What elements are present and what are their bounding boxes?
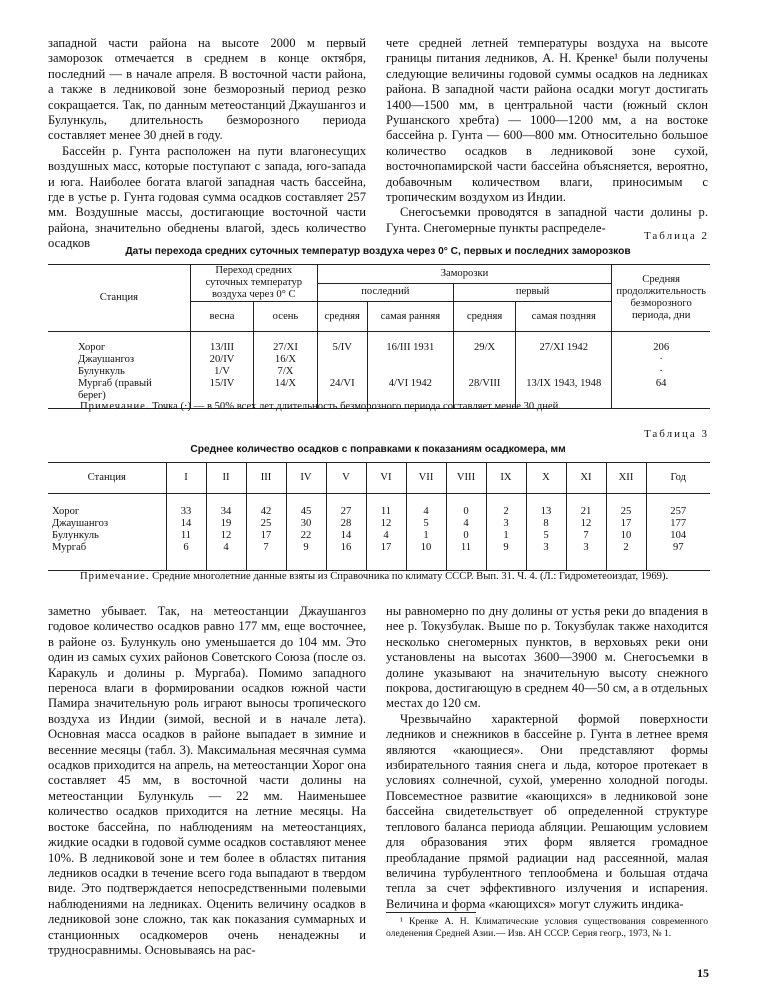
cell: 4/VI 1942	[388, 378, 432, 389]
footnote-rule	[386, 912, 476, 913]
header-spring: весна	[190, 302, 253, 332]
cell: 14	[166, 518, 206, 530]
cell: 7/X	[277, 366, 294, 377]
cell: 27/XI 1942	[539, 342, 589, 353]
station-name: Хорог	[52, 505, 80, 517]
cell: 16/X	[274, 354, 297, 365]
station-name: Джаушангоз	[52, 517, 109, 529]
cell: 0	[446, 530, 486, 542]
paragraph: заметно убывает. Так, на метеостанции Джаушангоз годовое количество осадков равно 177 мм, еще восточнее, в районе оз. Булункуль оно уменьшается до 104 мм. Это один из самых сухих районов Советского Союза (после оз. Каракуль и долины р. Мургаба). Помимо западного переноса влаги в формировании осадков южной части Памира значительную роль играют выносы тропического воздуха из Индии (зимой, весной и в начале лета). Основная масса осадков в районе выпадает в зимние и весенние месяцы (табл. 3). Максимальная месячная сумма осадков приходится на апрель, на метеостанции Хорог она составляет 45 мм, в восточной части долины на метеостанции Булункуль — 22 мм. Наименьшее количество осадков приходится на летние месяцы. На востоке бассейна, по наблюдениям на метеостанциях, жидкие осадки в годовой сумме осадков составляют менее 10%. В ледниковой зоне и тем более в областях питания ледников осадки в течение всего года выпадают в твердом виде. Это подтверждается непосредственными полевыми наблюдениями на ледниках. Оценить величину осадков в ледниковой зоне сложно, так как показания суммарных и станционных осадкомеров очень ненадежны и трудносравнимы. Основываясь на рас-	[48, 604, 366, 957]
station-name: Булункуль	[78, 366, 125, 377]
cell: 16	[326, 542, 366, 571]
left-column-top	[48, 36, 366, 252]
col-header-month: VI	[366, 463, 406, 493]
col-header-month: XI	[566, 463, 606, 493]
cell: 7	[566, 530, 606, 542]
table-row	[48, 542, 710, 571]
cell: 2	[606, 542, 646, 571]
cell: 206	[653, 342, 670, 353]
cell: 13	[526, 493, 566, 518]
cell: 17	[606, 518, 646, 530]
cell: ·	[659, 366, 663, 377]
cell: 4	[366, 530, 406, 542]
col-header-month: V	[326, 463, 366, 493]
cell: 30	[286, 518, 326, 530]
paragraph: Чрезвычайно характерной формой поверхности ледников и снежников в бассейне р. Гунта в летнее время являются «кающиеся». Они представляют формы избирательного таяния снега и льда, которое протекает в условиях солнечной, сухой, умеренно холодной погоды. Повсеместное развитие «кающихся» в ледниковой зоне бассейна свидетельствует об определенной структуре теплового баланса периода абляции. Решающим условием для образования этих форм является громадное преобладание прямой радиации над рассеянной, малая величина турбулентного теплообмена и большая отдача тепла за счет эффективного излучения и испарения. Величина и форма «кающихся» могут служить индика-	[386, 711, 708, 911]
cell: 13/III	[209, 342, 235, 353]
header-duration: Средняя продолжительность безморозного периода, дни	[612, 265, 710, 332]
col-header-station: Станция	[48, 463, 166, 493]
cell: 5	[526, 530, 566, 542]
cell: 10	[606, 530, 646, 542]
table2-first-average-cells	[453, 332, 515, 409]
cell: 11	[446, 542, 486, 571]
cell: 29/X	[473, 342, 496, 353]
table-row	[48, 530, 710, 542]
cell: 9	[486, 542, 526, 571]
cell: 64	[655, 378, 667, 389]
cell: 28/VIII	[468, 378, 501, 389]
cell: 20/IV	[209, 354, 235, 365]
header-last-frost: последний	[317, 283, 453, 301]
col-header-year: Год	[646, 463, 710, 493]
cell: 104	[646, 530, 710, 542]
cell: 13/IX 1943, 1948	[526, 378, 602, 389]
table3-label: Таблица 3	[643, 428, 709, 440]
page-number: 15	[697, 966, 709, 980]
cell: 3	[566, 542, 606, 571]
cell: 45	[286, 493, 326, 518]
cell: 97	[646, 542, 710, 571]
col-header-month: VIII	[446, 463, 486, 493]
cell: 19	[206, 518, 246, 530]
cell: 12	[566, 518, 606, 530]
table-row	[48, 493, 710, 518]
cell: 22	[286, 530, 326, 542]
cell: 1	[406, 530, 446, 542]
table2-stations	[48, 332, 190, 409]
col-header-month: III	[246, 463, 286, 493]
paragraph: Бассейн р. Гунта расположен на пути влагонесущих воздушных масс, которые поступают с запада, юго-запада и юга. Наиболее богата влагой западная часть бассейна, где в устье р. Гунта годовая сумма осадков составляет 257 мм. Воздушные массы, достигающие восточной части района, значительно обеднены влагой, здесь количество осадков	[48, 143, 366, 251]
table3	[48, 463, 710, 571]
note-text: Средние многолетние данные взяты из Справочника по климату СССР. Вып. 31. Ч. 4. (Л.: Гидрометеоиздат, 1969).	[152, 571, 669, 582]
cell: 2	[486, 493, 526, 518]
cell: 42	[246, 493, 286, 518]
table2-label: Таблица 2	[643, 230, 709, 242]
cell: 15/IV	[209, 378, 235, 389]
table-row	[48, 518, 710, 530]
header-autumn: осень	[254, 302, 318, 332]
station-name: Булункуль	[52, 529, 99, 541]
col-header-month: IX	[486, 463, 526, 493]
cell: 21	[566, 493, 606, 518]
cell: 14/X	[274, 378, 297, 389]
cell: 17	[366, 542, 406, 571]
header-station: Станция	[48, 265, 190, 332]
paragraph: ны равномерно по дну долины от устья реки до впадения в нее р. Токузбулак. Выше по р. Токузбулак также находится несколько снегомерных пунктов, в верховьях реки они установлены на высотах 3600—3900 м. Снегосъемки в долине указывают на значительную высоту снежного покрова, достигающую в среднем 40—50 см, а в отдельных местах до 120 см.	[386, 604, 708, 711]
note-label: Примечание.	[80, 571, 150, 582]
cell: 0	[446, 493, 486, 518]
table2-earliest-cells	[367, 332, 453, 409]
station-name: Мургаб (правый берег)	[78, 378, 152, 401]
cell: 24/VI	[329, 378, 355, 389]
cell: 14	[326, 530, 366, 542]
cell: 25	[606, 493, 646, 518]
table2	[48, 265, 710, 409]
header-first-average: средняя	[453, 302, 515, 332]
table2-spring-cells	[190, 332, 253, 409]
header-last-average: средняя	[317, 302, 367, 332]
cell: 177	[646, 518, 710, 530]
table3-title: Среднее количество осадков с поправками к показаниям осадкомера, мм	[190, 444, 566, 455]
note-label: Примечание.	[80, 401, 150, 412]
cell: 5/IV	[332, 342, 352, 353]
left-column-bottom	[48, 604, 366, 958]
col-header-month: VII	[406, 463, 446, 493]
cell: 4	[446, 518, 486, 530]
cell: 17	[246, 530, 286, 542]
cell: 11	[166, 530, 206, 542]
cell: 5	[406, 518, 446, 530]
table2-duration-cells	[612, 332, 710, 409]
table2-autumn-cells	[254, 332, 318, 409]
cell: 4	[206, 542, 246, 571]
note-text: Точка (·) — в 50% всех лет длительность безморозного периода составляет менее 30 дней.	[152, 401, 561, 412]
cell: 3	[486, 518, 526, 530]
cell: 12	[206, 530, 246, 542]
station-name: Джаушангоз	[78, 354, 135, 365]
col-header-month: X	[526, 463, 566, 493]
paragraph: западной части района на высоте 2000 м первый заморозок отмечается в среднем в конце октября, последний — в начале апреля. В восточной части района, а также в ледниковой зоне безморозный период резко сокращается. Так, по данным метеостанций Джаушангоз и Булункуль, длительность безморозного периода составляет менее 30 дней в году.	[48, 36, 366, 143]
table2-last-average-cells	[317, 332, 367, 409]
cell: 27	[326, 493, 366, 518]
table2-note	[80, 400, 720, 414]
paragraph: чете средней летней температуры воздуха на высоте границы питания ледников, А. Н. Кренке¹ были получены следующие величины годовой суммы осадков на ледниках района. В западной части района осадки могут достигать 1400—1500 мм, в центральной части (южный склон Рушанского хребта) — 1000—1200 мм, а на востоке бассейна р. Гунта — 600—800 мм. Относительно большое количество осадков в ледниковой зоне сухой, восточнопамирской части бассейна объясняется, вероятно, добавочным количеством влаги, приносимым с тропическим воздухом из Индии.	[386, 36, 708, 205]
col-header-month: I	[166, 463, 206, 493]
table2-title: Даты перехода средних суточных температур воздуха через 0° С, первых и последних заморозков	[125, 246, 631, 257]
cell: 1/V	[214, 366, 230, 377]
cell: 1	[486, 530, 526, 542]
cell: 28	[326, 518, 366, 530]
cell: 3	[526, 542, 566, 571]
cell: 12	[366, 518, 406, 530]
cell: 16/III 1931	[386, 342, 435, 353]
cell: ·	[659, 354, 663, 365]
cell: 27/XI	[273, 342, 298, 353]
right-column-bottom	[386, 604, 708, 912]
paragraph: Снегосъемки проводятся в западной части долины р. Гунта. Снегомерные пункты распределе-	[386, 205, 708, 235]
cell: 25	[246, 518, 286, 530]
col-header-month: XII	[606, 463, 646, 493]
table3-note	[48, 570, 710, 584]
col-header-month: IV	[286, 463, 326, 493]
header-transition: Переход средних суточных температур воздуха через 0° С	[190, 265, 317, 302]
cell: 257	[646, 493, 710, 518]
cell: 11	[366, 493, 406, 518]
table2-latest-cells	[516, 332, 612, 409]
cell: 8	[526, 518, 566, 530]
header-frosts: Заморозки	[317, 265, 612, 283]
header-first-frost: первый	[453, 283, 611, 301]
cell: 33	[166, 493, 206, 518]
cell: 9	[286, 542, 326, 571]
station-name: Мургаб	[48, 542, 166, 571]
station-name: Хорог	[78, 342, 106, 353]
cell: 4	[406, 493, 446, 518]
cell: 7	[246, 542, 286, 571]
right-column-top	[386, 36, 708, 236]
cell: 6	[166, 542, 206, 571]
header-earliest: самая ранняя	[367, 302, 453, 332]
header-latest: самая поздняя	[516, 302, 612, 332]
col-header-month: II	[206, 463, 246, 493]
cell: 34	[206, 493, 246, 518]
footnote: ¹ Кренке А. Н. Климатические условия существования современного оледенения Средней Азии.— Изв. АН СССР. Серия геогр., 1973, № 1.	[386, 916, 708, 939]
cell: 10	[406, 542, 446, 571]
